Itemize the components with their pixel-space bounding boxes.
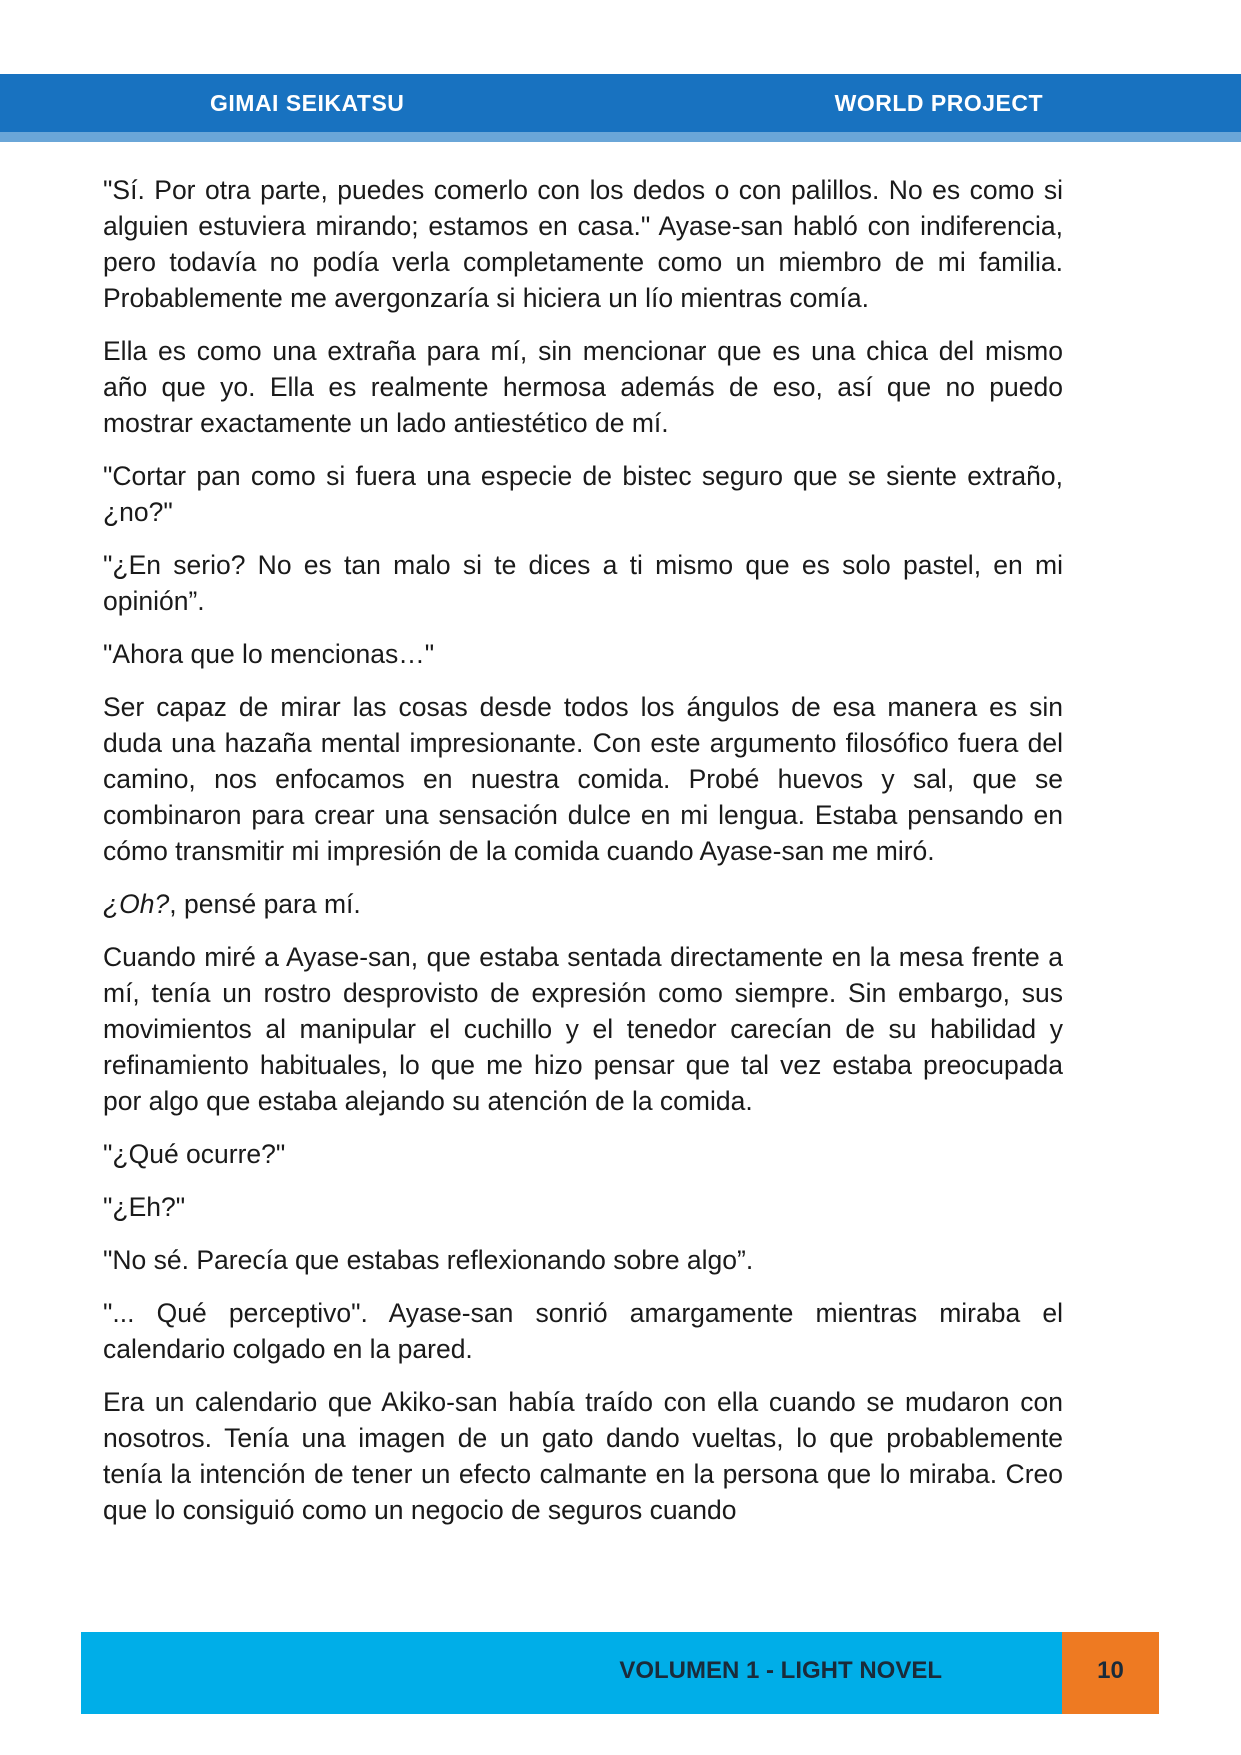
paragraph: Ella es como una extraña para mí, sin mencionar que es una chica del mismo año que yo. Ella es realmente hermosa además de eso, así que no puedo mostrar exactamente un lado antiestético de mí.: [103, 336, 1063, 438]
page-header: [0, 74, 1241, 142]
thought-rest: , pensé para mí.: [169, 889, 361, 919]
paragraph: "¿Eh?": [103, 1192, 186, 1222]
page-number-box: [1062, 1632, 1159, 1714]
paragraph: "Cortar pan como si fuera una especie de bistec seguro que se siente extraño, ¿no?": [103, 461, 1063, 527]
paragraph: "... Qué perceptivo". Ayase-san sonrió amargamente mientras miraba el calendario colgado en la pared.: [103, 1298, 1063, 1364]
series-title: GIMAI SEIKATSU: [210, 90, 405, 116]
thought-italic: ¿Oh?: [103, 889, 170, 919]
body-text: [103, 172, 1063, 1545]
paragraph: "¿Qué ocurre?": [103, 1139, 286, 1169]
page-footer: [81, 1632, 1062, 1714]
paragraph-thought: [103, 886, 1063, 922]
paragraph: Ser capaz de mirar las cosas desde todos los ángulos de esa manera es sin duda una hazaña mental impresionante. Con este argumento filosófico fuera del camino, nos enfocamos en nuestra comida. Probé huevos y sal, que se combinaron para crear una sensación dulce en mi lengua. Estaba pensando en cómo transmitir mi impresión de la comida cuando Ayase-san me miró.: [103, 692, 1063, 866]
paragraph: Era un calendario que Akiko-san había traído con ella cuando se mudaron con nosotros. Tenía una imagen de un gato dando vueltas, lo que probablemente tenía la intención de tener un efecto calmante en la persona que lo miraba. Creo que lo consiguió como un negocio de seguros cuando: [103, 1387, 1063, 1525]
paragraph: "No sé. Parecía que estabas reflexionando sobre algo”.: [103, 1245, 754, 1275]
group-title: WORLD PROJECT: [834, 90, 1043, 116]
paragraph: "Ahora que lo mencionas…": [103, 639, 435, 669]
paragraph: Cuando miré a Ayase-san, que estaba sentada directamente en la mesa frente a mí, tenía un rostro desprovisto de expresión como siempre. Sin embargo, sus movimientos al manipular el cuchillo y el tenedor carecían de su habilidad y refinamiento habituales, lo que me hizo pensar que tal vez estaba preocupada por algo que estaba alejando su atención de la comida.: [103, 942, 1063, 1116]
page-number: 10: [1097, 1657, 1124, 1684]
paragraph: "Sí. Por otra parte, puedes comerlo con los dedos o con palillos. No es como si alguien estuviera mirando; estamos en casa." Ayase-san habló con indiferencia, pero todavía no podía verla completamente como un miembro de mi familia. Probablemente me avergonzaría si hiciera un lío mientras comía.: [103, 175, 1063, 313]
volume-label: VOLUMEN 1 - LIGHT NOVEL: [619, 1657, 942, 1684]
paragraph: "¿En serio? No es tan malo si te dices a ti mismo que es solo pastel, en mi opinión”.: [103, 550, 1063, 616]
